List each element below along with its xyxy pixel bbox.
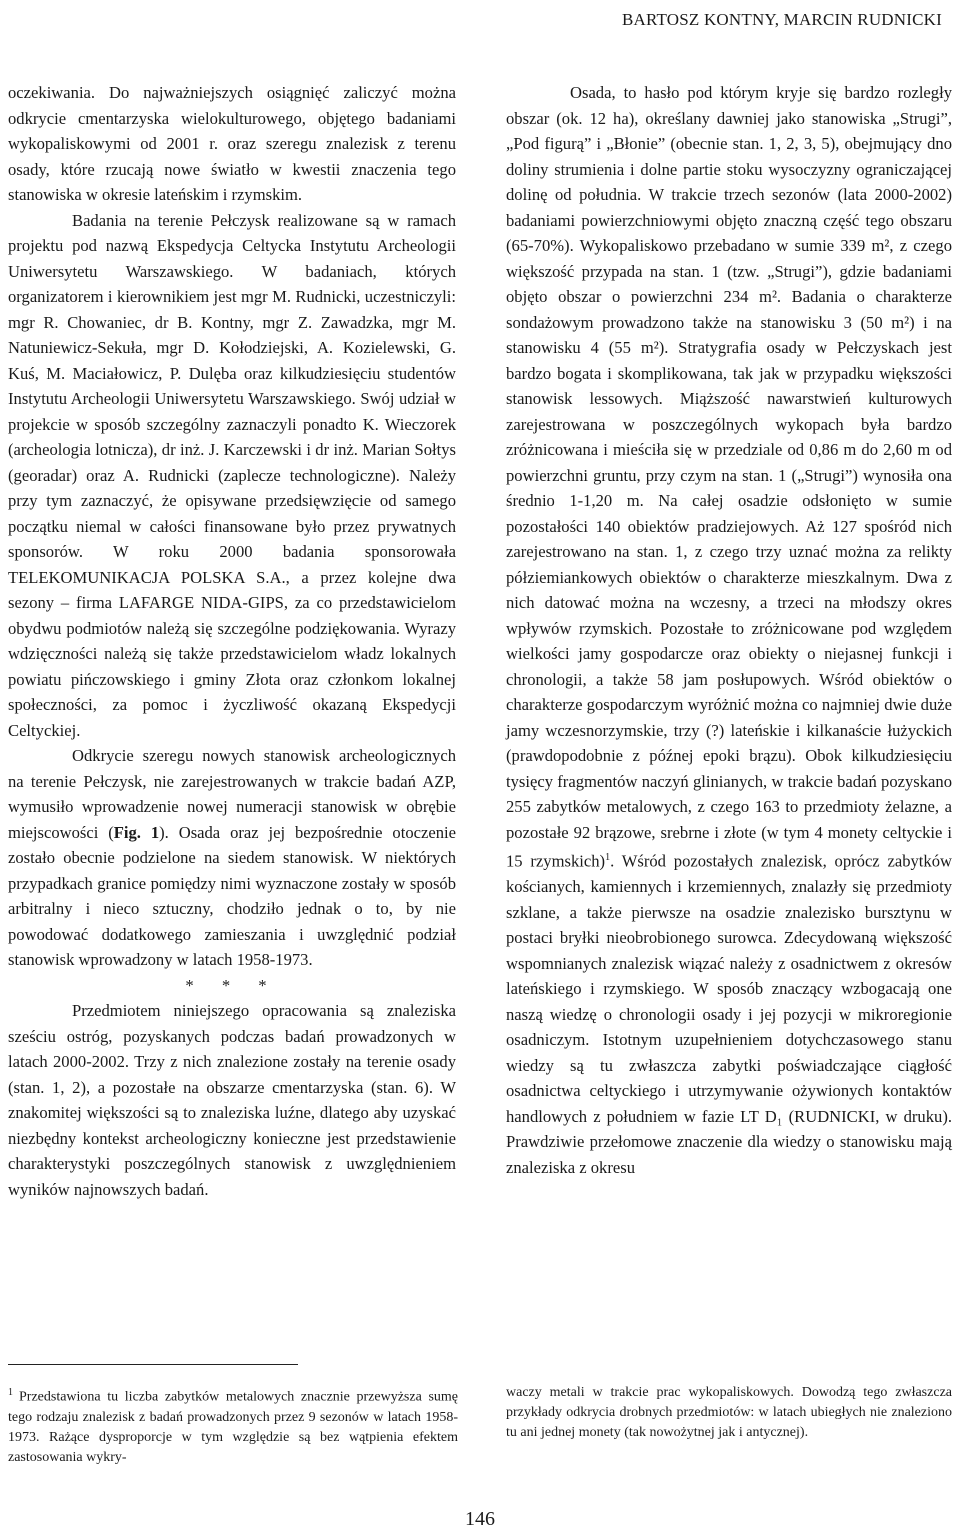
footnote-mark: 1 — [8, 1387, 13, 1398]
paragraph: Przedmiotem niniejszego opracowania są znaleziska sześciu ostróg, pozyskanych podczas badań prowadzonych w latach 2000-2002. Trzy z nich znalezione zostały na terenie osady (stan. 1, 2), a pozostałe na obszarze cmentarzyska (stan. 6). W znakomitej większości są to znaleziska luźne, dlatego aby uzyskać niezbędny kontekst archeologiczny konieczne jest przedstawienie charakterystyki poszczególnych stanowisk z uwzględnieniem wyników najnowszych badań. — [8, 1001, 456, 1199]
footnote-reference: 1 — [605, 852, 611, 863]
footnote-text: Przedstawiona tu liczba zabytków metalowych znacznie przewyższa sumę tego rodzaju znalezisk z badań prowadzonych przez 9 sezonów w latach 1958-1973. Rażące dysproporcje w tym względzie są bez wątpienia efektem zastosowania wykry- — [8, 1389, 458, 1465]
footnote-text: waczy metali w trakcie prac wykopaliskowych. Dowodzą tego zwłaszcza przykłady odkrycia drobnych przedmiotów: w latach ubiegłych nie znaleziono tu ani jednej monety (tak nowożytnej jak i antycznej). — [506, 1385, 952, 1440]
footnote-left — [8, 1383, 458, 1468]
running-title: BARTOSZ KONTNY, MARCIN RUDNICKI — [621, 10, 942, 29]
footnote-right — [506, 1383, 952, 1443]
paragraph: oczekiwania. Do najważniejszych osiągnięć zaliczyć można odkrycie cmentarzyska wielokulturowego, objętego badaniami wykopaliskowymi od 2001 r. oraz szeregu znalezisk z terenu osady, które rzucają nowe światło w kwestii znaczenia tego stanowiska w okresie lateńskim i rzymskim. — [8, 83, 456, 204]
paragraph-text: ). Osada oraz jej bezpośrednie otoczenie zostało obecnie podzielone na siedem stanowisk. W niektórych przypadkach granice pomiędzy nimi wyznaczone zostały w sposób arbitralny i nieco sztuczny, chodziło jednak o to, by nie powodować dodatkowego zamieszania i uwzględnić podział stanowisk wprowadzony w latach 1958-1973. — [8, 822, 456, 969]
paragraph-text: Osada, to hasło pod którym kryje się bardzo rozległy obszar (ok. 12 ha), określany dawniej jako stanowiska „Strugi”, „Pod figurą” i „Błonie” (obecnie stan. 1, 2, 3, 5), obejmujący dno doliny strumienia i dolne partie stoku wysoczyzny ograniczającej dolinę od południa. W trakcie trzech sezonów (lata 2000-2002) badaniami powierzchniowymi objęto znaczną część tego obszaru (65-70%). Wykopaliskowo przebadano w sumie 339 m², z czego większość przypada na stan. 1 (tzw. „Strugi”), gdzie badaniami objęto obszar o powierzchni 234 m². Badania o charakterze sondażowym prowadzono także na stanowisku 3 (50 m²) i na stanowisku 4 (55 m²). Stratygrafia osady w Pełczyskach jest bardzo bogata i skomplikowana, tak jak w przypadku większości stanowisk lessowych. Miąższość nawarstwień kulturowych zarejestrowana w poszczególnych wykopach była bardzo zróżnicowana i mieściła się w przedziale od 0,86 m do 2,60 m od powierzchni gruntu, przy czym na stan. 1 („Strugi”) wynosiła ona średnio 1-1,20 m. Na całej osadzie odsłonięto w sumie pozostałości 140 obiektów pradziejowych. Aż 127 spośród nich zarejestrowano na stan. 1, z czego trzy uznać można za relikty półziemiankowych obiektów o charakterze mieszkalnym. Dwa z nich datować można na wczesny, a trzeci na młodszy okres wpływów rzymskich. Pozostałe to zróżnicowane pod względem wielkości jamy gospodarcze oraz obiekty o niejasnej funkcji i chronologii, a także 58 jam posłupowych. Wśród obiektów o charakterze gospodarczym wyróżnić można co najmniej dwie duże jamy wczesnorzymskie, trzy (?) lateńskie i kilkanaście łużyckich (prawdopodobnie z późnej epoki brązu). Obok kilkudziesięciu tysięcy fragmentów naczyń glinianych, w trakcie badań pozyskano 255 zabytków metalowych, z czego 163 to przedmioty żelazne, a pozostałe 92 brązowe, srebrne i złote (w tym 4 monety celtyckie i 15 rzymskich) — [506, 83, 952, 871]
paragraph: Badania na terenie Pełczysk realizowane są w ramach projektu pod nazwą Ekspedycja Celtycka Instytutu Archeologii Uniwersytetu Warszawskiego. W badaniach, których organizatorem i kierownikiem jest mgr M. Rudnicki, uczestniczyli: mgr R. Chowaniec, dr B. Kontny, mgr Z. Zawadzka, mgr M. Natuniewicz-Sekuła, mgr D. Kołodziejski, A. Kozielewski, G. Kuś, M. Maciałowicz, P. Dulęba oraz kilkudziesięciu studentów Instytutu Archeologii Uniwersytetu Warszawskiego. Swój udział w projekcie w sposób szczególny zaznaczyli ponadto K. Wieczorek (archeologia lotnicza), dr inż. J. Karczewski i dr inż. Marian Sołtys (georadar) oraz A. Rudnicki (zaplecze technologiczne). Należy przy tym zaznaczyć, że opisywane przedsięwzięcie od samego początku niemal w całości finansowane było przez prywatnych sponsorów. W roku 2000 badania sponsorowała TELEKOMUNIKACJA POLSKA S.A., a przez kolejne dwa sezony – firma LAFARGE NIDA-GIPS, za co przedstawicielom obydwu podmiotów należą się szczególne podziękowania. Wyrazy wdzięczności należą się także przedstawicielom władz lokalnych powiatu pińczowskiego i gminy Złota oraz członkom lokalnej społeczności, za pomoc i życzliwość okazaną Ekspedycji Celtyckiej. — [8, 210, 456, 740]
section-separator: * * * — [185, 975, 279, 995]
page-number: 146 — [465, 1508, 495, 1530]
paragraph — [8, 743, 456, 973]
footnote-divider — [8, 1364, 298, 1365]
left-column — [8, 80, 456, 1202]
paragraph-text: Odkrycie szeregu nowych stanowisk archeologicznych na terenie Pełczysk, nie zarejestrowanych w trakcie badań AZP, wymusiło wprowadzenie nowej numeracji stanowisk w obrębie miejscowości ( — [8, 746, 456, 842]
figure-reference: Fig. 1 — [113, 822, 160, 842]
running-header — [0, 10, 960, 30]
paragraph — [506, 80, 952, 1180]
paragraph-text: . Wśród pozostałych znalezisk, oprócz zabytków kościanych, kamiennych i krzemiennych, znalazły się przedmioty szklane, a także pierwsze na osadzie znalezisko bursztynu w postaci bryłki nieobrobionego surowca. Zdecydowaną większość wspomnianych znalezisk wiązać należy z osadnictwem z okresów lateńskiego i rzymskiego. W sposób znaczący wzbogacają one naszą wiedzę o chronologii osady i jej pozycji w mikroregionie osadniczym. Istotnym uzupełnieniem dotychczasowego stanu wiedzy są tu zwłaszcza zabytki poświadczające ciągłość osadnictwa celtyckiego i utrzymywanie ożywionych kontaktów handlowych z południem w fazie LT D₁ (RUDNICKI, w druku). Prawdziwie przełomowe znaczenie dla wiedzy o stanowisku mają znaleziska z okresu — [506, 851, 952, 1177]
right-column — [506, 80, 952, 1180]
